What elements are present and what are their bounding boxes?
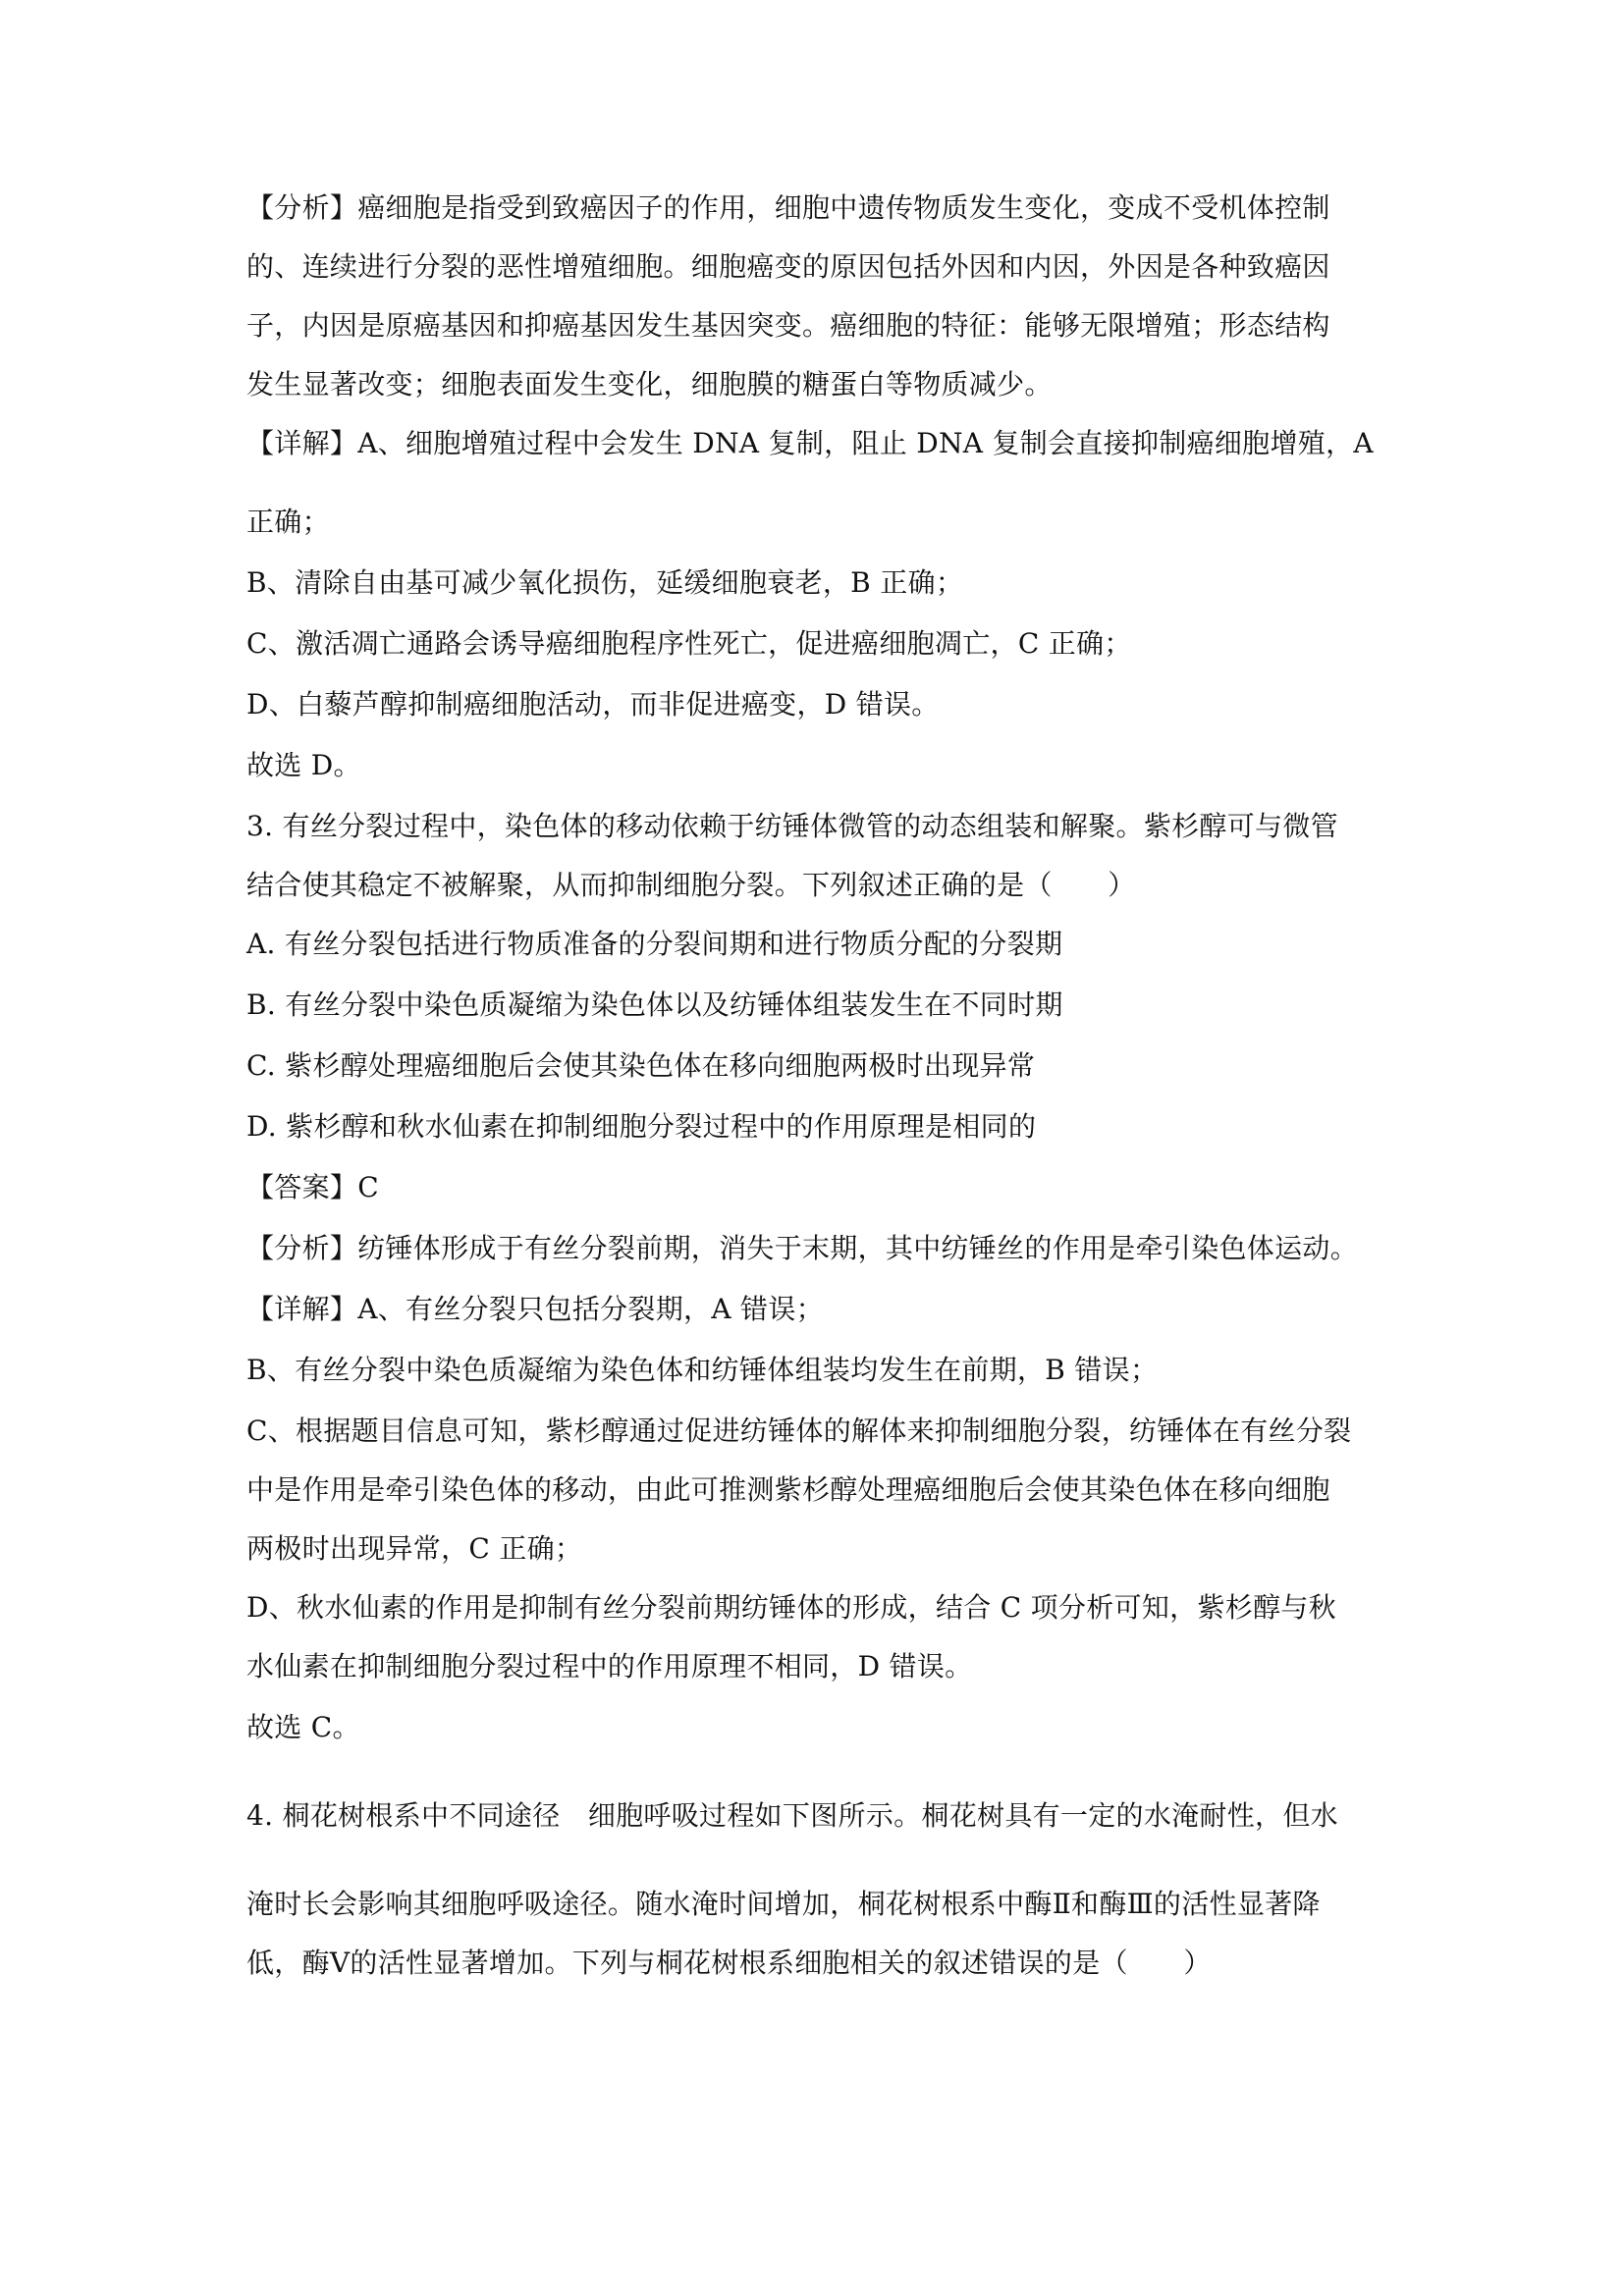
q3-detail-line: B、有丝分裂中染色质凝缩为染色体和纺锤体组装均发生在前期，B 错误； xyxy=(246,1354,1159,1386)
q2-detail-line: 【详解】A、细胞增殖过程中会发生 DNA 复制，阻止 DNA 复制会直接抑制癌细胞增殖，A xyxy=(246,427,1374,459)
document-page xyxy=(246,185,1385,1999)
q3-answer: 【答案】C xyxy=(246,1171,379,1203)
q2-analysis-line: 的、连续进行分裂的恶性增殖细胞。细胞癌变的原因包括外因和内因，外因是各种致癌因 xyxy=(246,250,1330,283)
q2-analysis-line: 发生显著改变；细胞表面发生变化，细胞膜的糖蛋白等物质减少。 xyxy=(246,368,1053,400)
q2-detail-line: 正确； xyxy=(246,506,330,538)
q2-conclusion: 故选 D。 xyxy=(246,749,361,781)
q2-detail-line: D、白藜芦醇抑制癌细胞活动，而非促进癌变，D 错误。 xyxy=(246,688,940,721)
q3-conclusion: 故选 C。 xyxy=(246,1711,360,1743)
q3-detail-line: C、根据题目信息可知，紫杉醇通过促进纺锤体的解体来抑制细胞分裂，纺锤体在有丝分裂 xyxy=(246,1415,1352,1447)
q3-detail-line: 【详解】A、有丝分裂只包括分裂期，A 错误； xyxy=(246,1293,824,1325)
q3-detail-line: 中是作用是牵引染色体的移动，由此可推测紫杉醇处理癌细胞后会使其染色体在移向细胞 xyxy=(246,1473,1330,1506)
q2-detail-line: C、激活凋亡通路会诱导癌细胞程序性死亡，促进癌细胞凋亡，C 正确； xyxy=(246,627,1132,660)
q3-option-d: D. 紫杉醇和秋水仙素在抑制细胞分裂过程中的作用原理是相同的 xyxy=(246,1110,1037,1143)
q4-stem-line: 低，酶Ⅴ的活性显著增加。下列与桐花树根系细胞相关的叙述错误的是（ ） xyxy=(246,1947,1212,1979)
q4-stem-line: 淹时长会影响其细胞呼吸途径。随水淹时间增加，桐花树根系中酶Ⅱ和酶Ⅲ的活性显著降 xyxy=(246,1888,1321,1920)
q2-detail-line: B、清除自由基可减少氧化损伤，延缓细胞衰老，B 正确； xyxy=(246,566,964,599)
q4-stem-line: 4. 桐花树根系中不同途径 细胞呼吸过程如下图所示。桐花树具有一定的水淹耐性，但水 xyxy=(246,1799,1338,1832)
q3-detail-line: 两极时出现异常，C 正确； xyxy=(246,1532,583,1565)
q3-stem-line: 3. 有丝分裂过程中，染色体的移动依赖于纺锤体微管的动态组装和解聚。紫杉醇可与微管 xyxy=(246,810,1338,842)
q3-option-a: A. 有丝分裂包括进行物质准备的分裂间期和进行物质分配的分裂期 xyxy=(246,928,1063,960)
q3-option-b: B. 有丝分裂中染色质凝缩为染色体以及纺锤体组装发生在不同时期 xyxy=(246,988,1063,1021)
q3-detail-line: D、秋水仙素的作用是抑制有丝分裂前期纺锤体的形成，结合 C 项分析可知，紫杉醇与秋 xyxy=(246,1591,1336,1624)
q3-detail-line: 水仙素在抑制细胞分裂过程中的作用原理不相同，D 错误。 xyxy=(246,1650,973,1682)
q2-analysis-line: 子，内因是原癌基因和抑癌基因发生基因突变。癌细胞的特征：能够无限增殖；形态结构 xyxy=(246,309,1330,342)
q3-stem-line: 结合使其稳定不被解聚，从而抑制细胞分裂。下列叙述正确的是（ ） xyxy=(246,869,1136,901)
q3-option-c: C. 紫杉醇处理癌细胞后会使其染色体在移向细胞两极时出现异常 xyxy=(246,1049,1036,1082)
q3-analysis: 【分析】纺锤体形成于有丝分裂前期，消失于末期，其中纺锤丝的作用是牵引染色体运动。 xyxy=(246,1232,1359,1264)
q2-analysis-line: 【分析】癌细胞是指受到致癌因子的作用，细胞中遗传物质发生变化，变成不受机体控制 xyxy=(246,191,1330,224)
